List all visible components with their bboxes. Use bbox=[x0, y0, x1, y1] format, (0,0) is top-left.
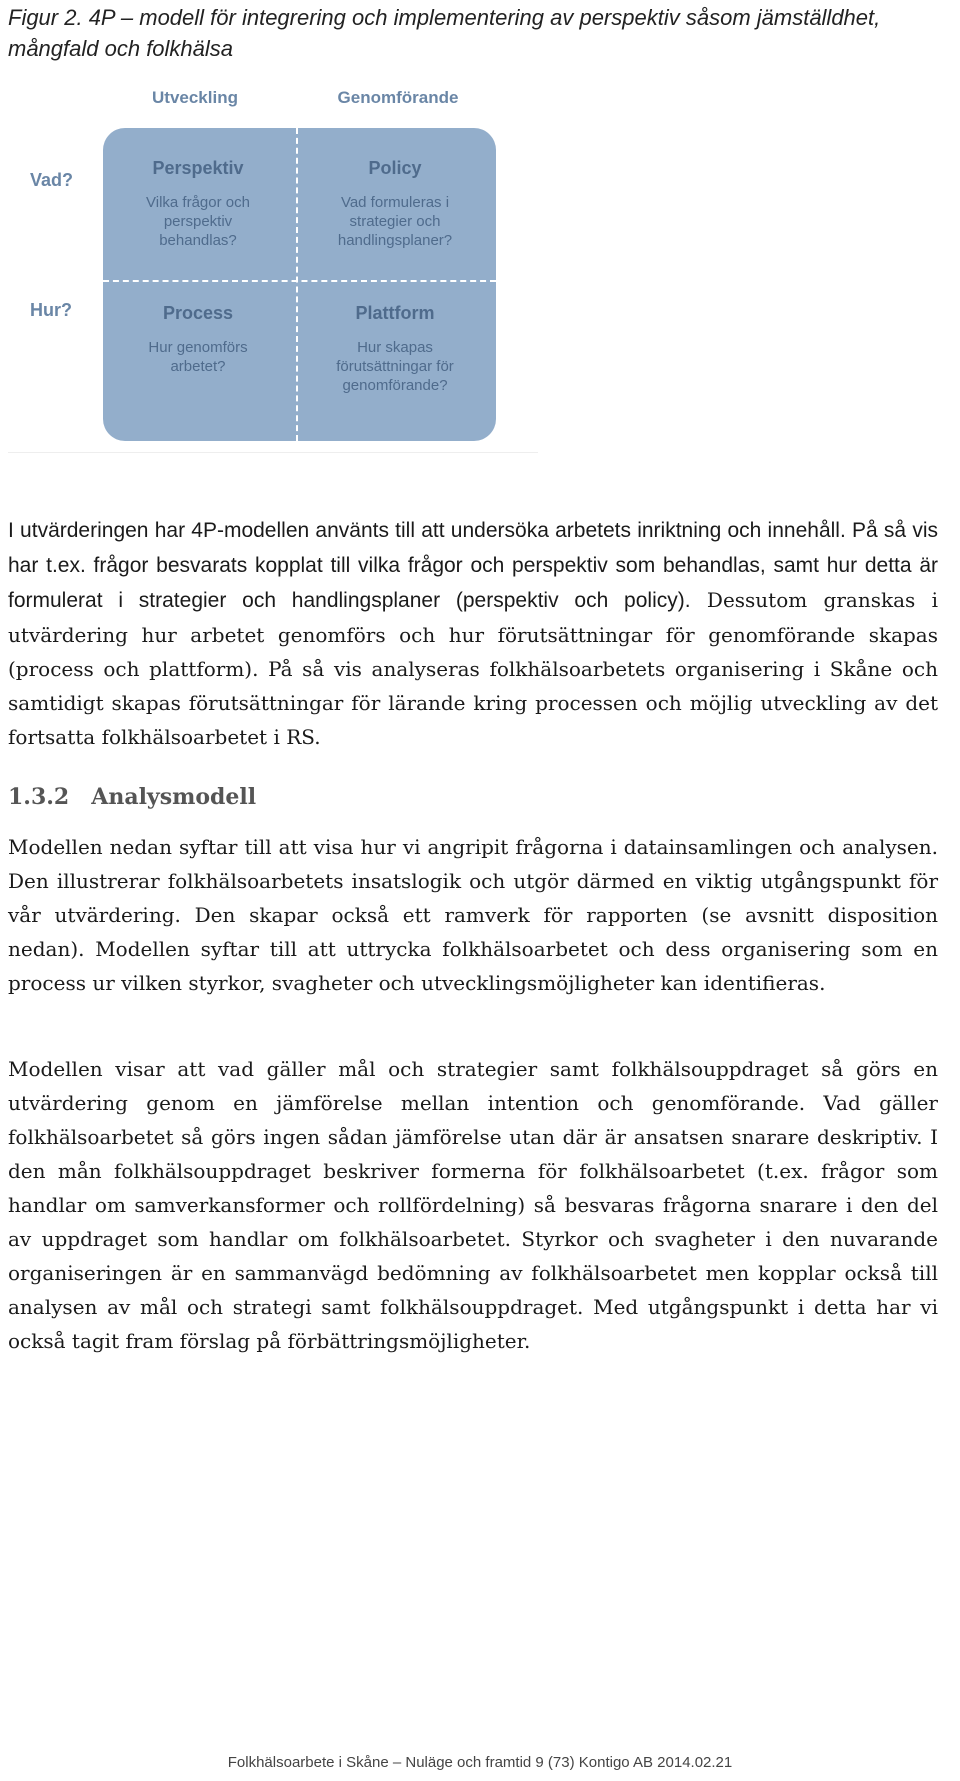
column-header-genomforande: Genomförande bbox=[337, 88, 459, 107]
section-title: Analysmodell bbox=[91, 784, 257, 810]
grid-divider-horizontal bbox=[103, 280, 496, 282]
cell-text: Vad formuleras i strategier och handlingsplaner? bbox=[337, 194, 453, 249]
4p-grid bbox=[103, 128, 496, 441]
cell-title: Policy bbox=[368, 158, 422, 178]
section-heading bbox=[8, 784, 256, 810]
row-header-vad: Vad? bbox=[30, 170, 74, 190]
column-header-utveckling: Utveckling bbox=[152, 88, 238, 107]
grid-divider-vertical bbox=[296, 128, 298, 441]
paragraph-analysmodell-intro: Modellen nedan syftar till att visa hur vi angripit frågorna i datainsamlingen och analysen. Den illustrerar folkhälsoarbetets insatslogik och utgör därmed en viktig utgångspunkt för vår utvärdering. Den skapar också ett ramverk för rapporten (se avsnitt disposition nedan). Modellen syftar till att uttrycka folkhälsoarbetet och dess organisering som en process ur vilken styrkor, svagheter och utvecklingsmöjligheter kan identifieras. bbox=[8, 835, 938, 995]
cell-plattform bbox=[300, 303, 490, 395]
cell-text: Hur genomförs arbetet? bbox=[148, 339, 248, 375]
cell-perspektiv bbox=[103, 158, 293, 250]
cell-title: Process bbox=[162, 303, 234, 323]
cell-policy bbox=[300, 158, 490, 250]
4p-model-figure bbox=[8, 88, 538, 460]
cell-title: Plattform bbox=[355, 303, 435, 323]
row-header-hur: Hur? bbox=[30, 300, 72, 320]
cell-title: Perspektiv bbox=[152, 158, 244, 178]
paragraph-4p-usage-part2: Dessutom granskas i utvärdering hur arbetet genomförs och hur förutsättningar för genomförande skapas (process och plattform). På så vis analyseras folkhälsoarbetets organisering i Skåne och samtidigt skapas förutsättningar för lärande kring processen och möjlig utveckling av det fortsatta folkhälsoarbetet i RS. bbox=[8, 588, 939, 749]
figure-caption: Figur 2. 4P – modell för integrering och implementering av perspektiv såsom jämställdhet, mångfald och folkhälsa bbox=[8, 5, 881, 61]
paragraph-4p-usage-part1: I utvärderingen har 4P-modellen använts till att undersöka arbetets inriktning och innehåll. På så vis har t.ex. frågor besvarats kopplat till vilka frågor och perspektiv som behandlas, samt hur detta är formulerat i strategier och handlingsplaner (perspektiv och policy). bbox=[8, 519, 938, 612]
paragraph-4p-usage bbox=[8, 513, 938, 754]
cell-process bbox=[103, 303, 293, 376]
cell-text: Hur skapas förutsättningar för genomförande? bbox=[336, 339, 454, 394]
cell-text: Vilka frågor och perspektiv behandlas? bbox=[146, 194, 250, 249]
paragraph-analysmodell-detail: Modellen visar att vad gäller mål och strategier samt folkhälsouppdraget så görs en utvärdering genom en jämförelse mellan intention och genomförande. Vad gäller folkhälsoarbetet så görs ingen sådan jämförelse utan där är ansatsen snarare deskriptiv. I den mån folkhälsouppdraget beskriver formerna för folkhälsoarbetet (t.ex. frågor som handlar om samverkansformer och rollfördelning) så besvaras frågorna snarare i den del av uppdraget som handlar om folkhälsoarbetet. Styrkor och svagheter i den nuvarande organiseringen är en sammanvägd bedömning av folkhälsoarbetet men kopplar också till analysen av mål och strategi samt folkhälsouppdraget. Med utgångspunkt i detta har vi också tagit fram förslag på förbättringsmöjligheter. bbox=[8, 1057, 938, 1353]
figure-bottom-rule bbox=[8, 452, 538, 453]
page-footer: Folkhälsoarbete i Skåne – Nuläge och framtid 9 (73) Kontigo AB 2014.02.21 bbox=[227, 1754, 733, 1771]
section-number: 1.3.2 bbox=[8, 784, 70, 810]
